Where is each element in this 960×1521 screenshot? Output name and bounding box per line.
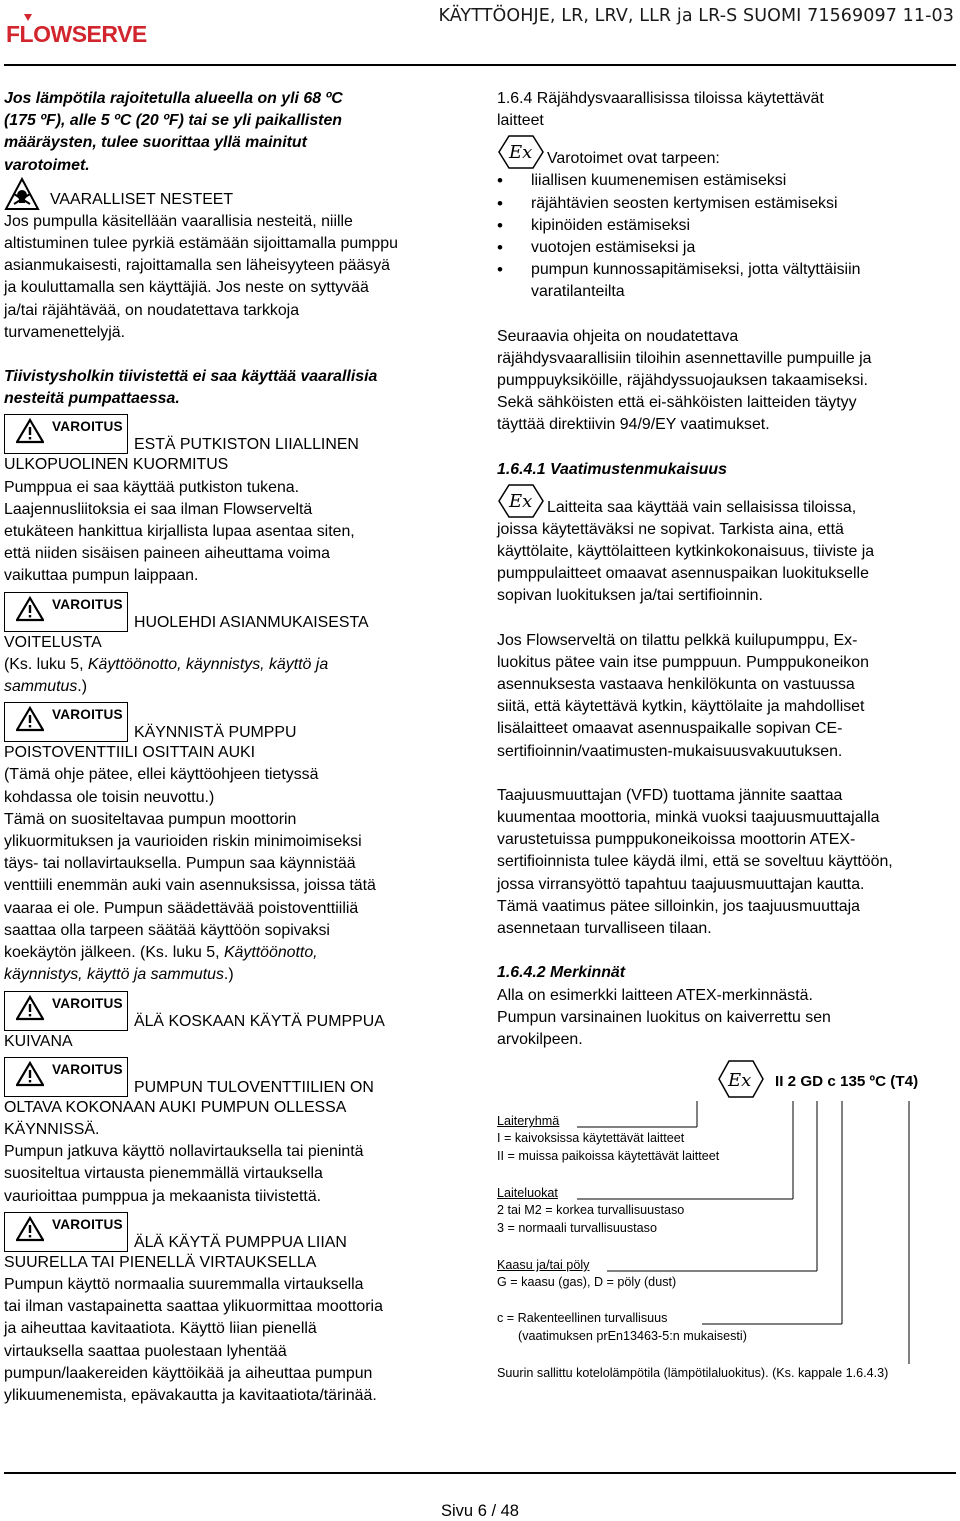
list-item: • kipinöiden estämiseksi [497, 215, 957, 237]
hazard-title: VAARALLISET NESTEET [50, 190, 234, 208]
svg-text:FLOWSERVE: FLOWSERVE [6, 21, 147, 47]
left-column: Jos lämpötila rajoitetulla alueella on yli 68 ºC (175 ºF), alle 5 ºC (20 ºF) tai se yli paikallisten määräysten, tulee suorittaa yllä mainitut varotoimet. VAARALLISET NESTEET Jos pumpulla käsitellään vaarallisia nesteitä, niille altistuminen tulee pyrkiä estämään sijoittamalla pumppu asianmukaisesti, rajoittamalla sen läheisyyteen pääsyä ja kouluttamalla sen käyttäjiä. Jos neste on syttyvää ja/tai räjähtävää, on noudatettava tarkkoja turvamenettelyjä. Tiivistysholkin tiivistettä ei saa käyttää vaarallisia nesteitä pumpattaessa. VAROITUS ESTÄ PUTKISTON LIIALLINEN ULKOPUOLINEN KUORMITUS Pumppua ei saa käyttää putkiston tukena. Laajennusliitoksia ei saa ilman Flowserveltä etukäteen hankittua kirjallista lupaa asentaa siten, että niiden sisäisen paineen aiheuttama voima vaikuttaa pumpun laippaan. VAROITUS HUOLEHDI ASIANMUKAISESTA VOITELUSTA (Ks. luku 5, Käyttöönotto, käynnistys, käyttö ja sammutus.) VAROITUS KÄYNNISTÄ PUMPPU POISTOVENTTIILI OSITTAIN AUKI (Tämä ohje pätee, ellei käyttöohjeen tietyssä kohdassa ole toisin neuvottu.) Tämä on suositeltavaa pumpun moottorin ylikuormituksen ja vaurioiden riskin minimoimiseksi täys- tai nollavirtauksella. Pumpun saa käynnistää venttiili enemmän auki vain asennuksissa, joissa tätä vaaraa ei ole. Pumpun säädettävää poistoventtiiliä saattaa olla tarpeen säätää käyttöön sopivaksi koekäytön jälkeen. (Ks. luku 5, Käyttöönotto, käynnistys, käyttö ja sammutus.) VAROITUS ÄLÄ KOSKAAN KÄYTÄ PUMPPUA KUIVANA VAROITUS PUMPUN TULOVENTTIILIEN ON OLTAVA KOKONAAN AUKI PUMPUN OLLESSA KÄYNNISSÄ. Pumpun jatkuva käyttö nollavirtauksella tai pienintä suositeltua virtausta pienemmällä virtauksella vaurioittaa pumppua ja mekaanista tiivistettä. VAROITUS ÄLÄ KÄYTÄ PUMPPUA LIIAN SUURELLA TAI PIENELLÄ VIRTAUKSELLA Pumpun käyttö normaalia suuremmalla virtauksella tai ilman vastapainetta saattaa ylikuormittaa moottoria ja aiheuttaa kavitaatiota. Käyttö liian pienellä virtauksella saattaa puolestaan lyhentää pumpun/laakereiden käyttöikää ja aiheuttaa pumpun ylikuumenemista, epävakautta ja kavitaatiota/tärinää. [4, 88, 472, 1407]
warning-lubrication: VAROITUS HUOLEHDI ASIANMUKAISESTA [4, 592, 472, 632]
conformity-intro: Ex Laitteita saa käyttää vain sellaisissa tiloissa, [497, 483, 957, 519]
document-reference: KÄYTTÖOHJE, LR, LRV, LLR ja LR-S SUOMI 71569097 11-03 [438, 6, 954, 26]
hazard-heading [4, 177, 472, 211]
atex-marking-diagram: Ex II 2 GD c 135 ºC (T4) Laiteryhmä I = kaivoksissa käytettävät laitteet II = muissa paikoissa käytettävät laitteet Laiteluokat 2 tai M2 = korkea turvallisuustaso 3 = normaali turvallisuustaso Kaasu ja/tai pöly G = kaasu (gas), D = pöly (dust) c = Rakenteellinen turvallisuus (vaatimuksen prEn13463-5:n mukaisesti) Suurin sallittu kotelolämpötila (lämpötilaluokitus). (Ks. kappale 1.6.4.3) [497, 1059, 957, 1389]
equipment-category-title: Laiteluokat [497, 1186, 558, 1201]
follow-instructions: Seuraavia ohjeita on noudatettava räjähdysvaarallisiin tiloihin asennettaville pumpuille ja pumppuyksiköille, räjähdyssuojauksen takaamiseksi. Sekä sähköisten että ei-sähköisten laitteiden täytyy täyttää direktiivin 94/9/EY vaatimukset. [497, 327, 872, 434]
toxic-hazard-icon [4, 177, 40, 211]
section-1-6-4-title: 1.6.4 Räjähdysvaarallisissa tiloissa käytettävät [497, 90, 824, 107]
list-item: • pumpun kunnossapitämiseksi, jotta vältyttäisiin [497, 259, 957, 281]
page-header [0, 0, 960, 60]
warning-triangle-icon [16, 1216, 44, 1242]
seal-note: Tiivistysholkin tiivistettä ei saa käyttää vaarallisia nesteitä pumpattaessa. [4, 368, 378, 408]
svg-text:Ex: Ex [509, 490, 533, 512]
section-1-6-4-2-title: 1.6.4.2 Merkinnät [497, 964, 626, 982]
warning-badge: VAROITUS [4, 592, 128, 632]
warning-triangle-icon [16, 995, 44, 1021]
section-1-6-4-1-title: 1.6.4.1 Vaatimustenmukaisuus [497, 460, 727, 478]
flowserve-logo [6, 8, 151, 48]
warning-triangle-icon [16, 418, 44, 444]
temperature-class: Suurin sallittu kotelolämpötila (lämpötilaluokitus). (Ks. kappale 1.6.4.3) [497, 1366, 889, 1381]
warning-inlet-valves: VAROITUS PUMPUN TULOVENTTIILIEN ON [4, 1057, 472, 1097]
warning-flow-rate: VAROITUS ÄLÄ KÄYTÄ PUMPPUA LIIAN [4, 1212, 472, 1252]
list-item: • räjähtävien seosten kertymisen estämiseksi [497, 193, 957, 215]
construction-safety: c = Rakenteellinen turvallisuus [497, 1311, 668, 1326]
gas-dust-title: Kaasu ja/tai pöly [497, 1258, 590, 1273]
ex-hexagon-icon [497, 134, 545, 170]
list-item: • liiallisen kuumenemisen estämiseksi [497, 170, 957, 192]
warning-triangle-icon [16, 1061, 44, 1087]
page-number: Sivu 6 / 48 [441, 1502, 519, 1520]
right-column: 1.6.4 Räjähdysvaarallisissa tiloissa käytettävät laitteet Ex Varotoimet ovat tarpeen: • liiallisen kuumenemisen estämiseksi • räjähtävien seosten kertymisen estämiseksi • kipinöiden estämiseksi • vuotojen estämiseksi ja • pumpun kunnossapitämiseksi, jotta vältyttäisiin varatilanteilta Seuraavia ohjeita on noudatettava räjähdysvaarallisiin tiloihin asennettaville pumpuille ja pumppuyksiköille, räjähdyssuojauksen takaamiseksi. Sekä sähköisten että ei-sähköisten laitteiden täytyy täyttää direktiivin 94/9/EY vaatimukset. 1.6.4.1 Vaatimustenmukaisuus Ex Laitteita saa käyttää vain sellaisissa tiloissa, joissa käytettäväksi ne sopivat. Tarkista aina, että käyttölaite, käyttölaitteen kytkinkokonaisuus, tiiviste ja pumppulaitteet omaavat asennuspaikan luokitukselle sopivan luokituksen ja/tai sertifioinnin. Jos Flowserveltä on tilattu pelkkä kuilupumppu, Ex- luokitus pätee vain itse pumppuun. Pumppukoneikon asennuksesta vastaava henkilökunta on vastuussa siitä, että käytettävä kytkin, käyttölaite ja mahdolliset lisälaitteet omaavat asennuspaikalle sopivan CE- sertifioinnin/vaatimusten-mukaisuusvakuutuksen. Taajuusmuuttajan (VFD) tuottama jännite saattaa kuumentaa moottoria, minkä vuoksi taajuusmuuttajalla varustetuissa pumppukoneikoissa moottorin ATEX- sertifioinnista tulee käydä ilmi, että se soveltuu käyttöön, jossa virransyöttö tapahtuu taajuusmuuttajan kautta. Tämä vaatimus pätee silloinkin, jos taajuusmuuttaja asennetaan turvalliseen tilaan. 1.6.4.2 Merkinnät Alla on esimerkki laitteen ATEX-merkinnästä. Pumpun varsinainen luokitus on kaiverrettu sen arvokilpeen. Ex II 2 GD c 135 ºC (T4) Laiteryhmä I = kaivoksissa käytettävät laitteet II = muissa paikoissa käytettävät laitteet Laiteluokat 2 tai M2 = korkea turvallisuustaso 3 = normaali turvallisuustaso Kaasu ja/tai pöly G = kaasu (gas), D = pöly (dust) c = Rakenteellinen turvallisuus (vaatimuksen prEn13463-5:n mukaisesti) Suurin sallittu kotelolämpötila (lämpötilaluokitus). (Ks. kappale 1.6.4.3) [497, 88, 957, 1389]
equipment-group-title: Laiteryhmä [497, 1114, 560, 1129]
warning-badge: VAROITUS [4, 991, 128, 1031]
svg-text:Ex: Ex [728, 1070, 752, 1092]
header-rule [4, 64, 956, 66]
svg-text:Ex: Ex [509, 142, 533, 164]
warning-badge: VAROITUS [4, 1212, 128, 1252]
warning-triangle-icon [16, 706, 44, 732]
warning-badge: VAROITUS [4, 414, 128, 454]
precautions-list [497, 170, 957, 281]
warning-start-pump: VAROITUS KÄYNNISTÄ PUMPPU [4, 702, 472, 742]
vfd-paragraph: Taajuusmuuttajan (VFD) tuottama jännite saattaa kuumentaa moottoria, minkä vuoksi taajuusmuuttajalla varustetuissa pumppukoneikoissa moottorin ATEX- sertifioinnista tulee käydä ilmi, että se soveltuu käyttöön, jossa virransyöttö tapahtuu taajuusmuuttajan kautta. Tämä vaatimus pätee silloinkin, jos taajuusmuuttaja asennetaan turvalliseen tilaan. [497, 786, 893, 938]
warning-triangle-icon [16, 596, 44, 622]
warning-piping: VAROITUS ESTÄ PUTKISTON LIIALLINEN [4, 414, 472, 454]
precautions-intro: Ex Varotoimet ovat tarpeen: [497, 134, 957, 170]
temperature-warning: Jos lämpötila rajoitetulla alueella on yli 68 ºC (175 ºF), alle 5 ºC (20 ºF) tai se yli paikallisten määräysten, tulee suorittaa yllä mainitut varotoimet. [4, 90, 343, 174]
ex-hexagon-icon [497, 483, 545, 519]
warning-badge: VAROITUS [4, 1057, 128, 1097]
warning-badge: VAROITUS [4, 702, 128, 742]
footer-rule [4, 1472, 956, 1474]
warning-dry-run: VAROITUS ÄLÄ KOSKAAN KÄYTÄ PUMPPUA [4, 991, 472, 1031]
hazard-text: Jos pumpulla käsitellään vaarallisia nesteitä, niille altistuminen tulee pyrkiä estämään sijoittamalla pumppu asianmukaisesti, rajoittamalla sen läheisyyteen pääsyä ja kouluttamalla sen käyttäjiä. Jos neste on syttyvää ja/tai räjähtävää, on noudatettava tarkkoja turvamenettelyjä. [4, 212, 398, 341]
list-item: • vuotojen estämiseksi ja [497, 237, 957, 259]
ex-hexagon-icon [719, 1061, 763, 1097]
atex-marking-code: II 2 GD c 135 ºC (T4) [775, 1073, 919, 1091]
bare-shaft-paragraph: Jos Flowserveltä on tilattu pelkkä kuilupumppu, Ex- luokitus pätee vain itse pumppuun. Pumppukoneikon asennuksesta vastaava henkilökunta on vastuussa siitä, että käytettävä kytkin, käyttölaite ja mahdolliset lisälaitteet omaavat asennuspaikalle sopivan CE- sertifioinnin/vaatimusten-mukaisuusvakuutuksen. [497, 631, 869, 760]
